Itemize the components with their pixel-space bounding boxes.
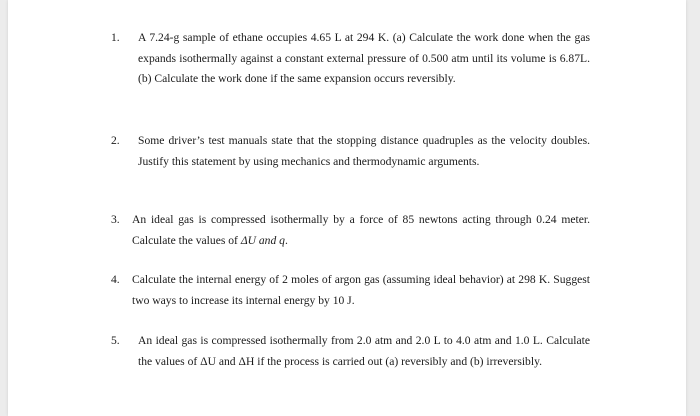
question-text [132, 210, 590, 251]
document-page [8, 0, 686, 416]
question-text: Some driver’s test manuals state that the stopping distance quadruples as the velocity doubles. Justify this statement by using mechanics and thermodynamic arguments. [138, 134, 590, 168]
question-text-main: An ideal gas is compressed isothermally by a force of 85 newtons acting through 0.24 meter. Calculate the values of [132, 213, 590, 247]
question-text: An ideal gas is compressed isothermally from 2.0 atm and 2.0 L to 4.0 atm and 1.0 L. Calculate the values of ΔU and ΔH if the process is carried out (a) reversibly and (b) irreversibly. [138, 334, 590, 368]
question-number: 4. [111, 273, 120, 286]
question-text: Calculate the internal energy of 2 moles of argon gas (assuming ideal behavior) at 298 K. Suggest two ways to increase its internal energy by 10 J. [132, 273, 590, 307]
question-text-symbols: ΔU and q [240, 233, 285, 247]
question-number: 1. [111, 31, 120, 44]
question-number: 2. [111, 134, 120, 147]
question-number: 3. [111, 213, 120, 226]
question-text: A 7.24-g sample of ethane occupies 4.65 L at 294 K. (a) Calculate the work done when the gas expands isothermally against a constant external pressure of 0.500 atm until its volume is 6.87L. (b) Calculate the work done if the same expansion occurs reversibly. [138, 31, 590, 85]
question-number: 5. [111, 334, 120, 347]
question-text-end: . [284, 233, 288, 247]
